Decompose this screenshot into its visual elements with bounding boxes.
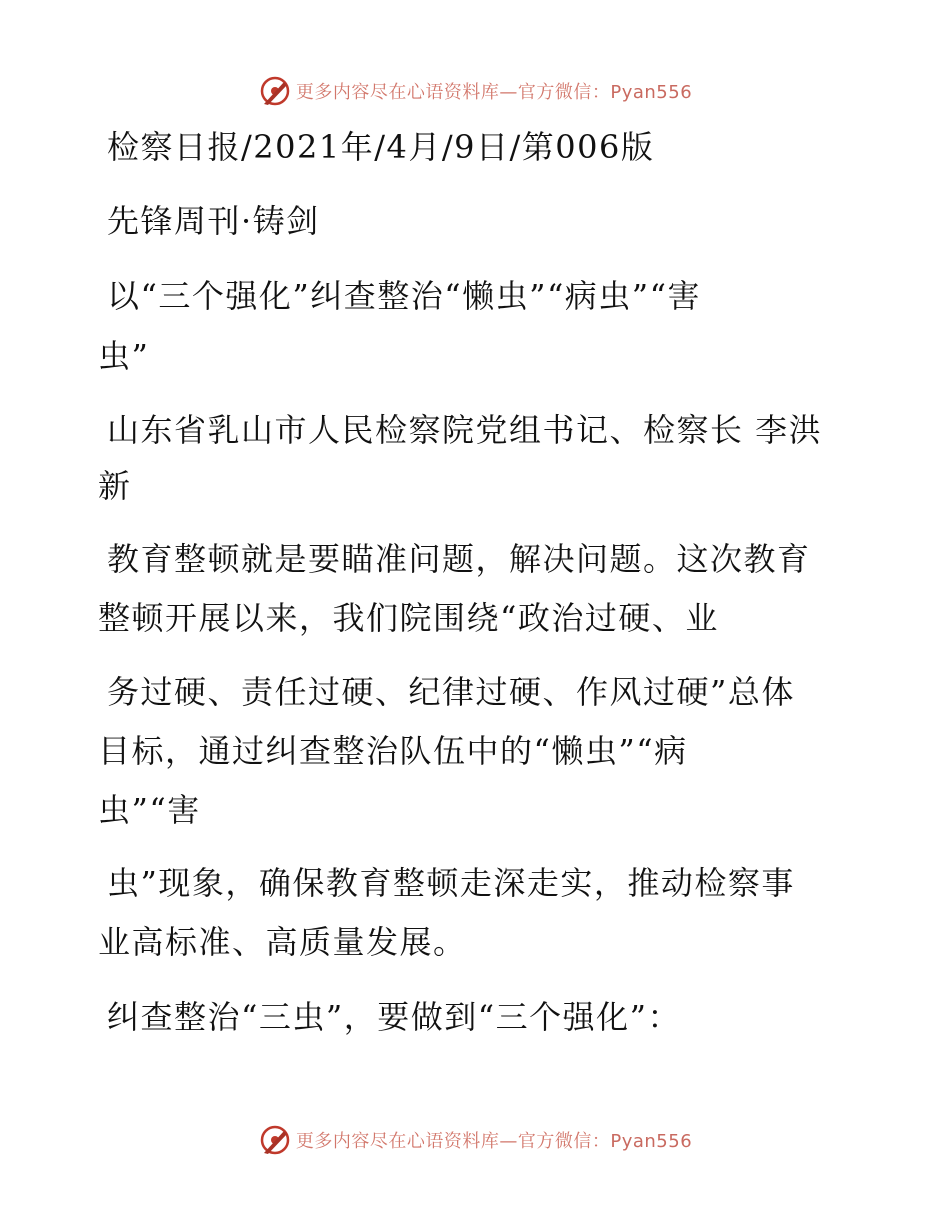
paragraph-line: 虫”现象，确保教育整顿走深走实，推动检察事: [107, 864, 795, 902]
paragraph-line: 业高标准、高质量发展。: [98, 923, 467, 961]
footer-watermark: [0, 1120, 950, 1160]
feather-pen-logo-icon: [258, 1123, 292, 1157]
watermark-text: 更多内容尽在心语资料库—官方微信：Pyan556: [295, 1131, 693, 1152]
feather-pen-logo-icon: [258, 74, 292, 108]
paragraph-line: 教育整顿就是要瞄准问题，解决问题。这次教育: [107, 540, 811, 578]
paragraph-line: 纠查整治“三虫”，要做到“三个强化”：: [107, 998, 681, 1036]
header-watermark: [0, 71, 950, 111]
paragraph-line: 虫”“害: [98, 791, 201, 829]
paragraph-line: 务过硬、责任过硬、纪律过硬、作风过硬”总体: [107, 673, 795, 711]
column-name: 先锋周刊·铸剑: [107, 202, 320, 240]
article-title-line-2: 虫”: [98, 337, 150, 375]
watermark-text: 更多内容尽在心语资料库—官方微信：Pyan556: [295, 82, 693, 103]
author-line-2: 新: [98, 467, 132, 505]
publication-info: 检察日报/2021年/4月/9日/第006版: [107, 128, 655, 166]
article-title-line-1: 以“三个强化”纠查整治“懒虫”“病虫”“害: [107, 277, 702, 315]
paragraph-line: 目标，通过纠查整治队伍中的“懒虫”“病: [98, 732, 688, 770]
author-line-1: 山东省乳山市人民检察院党组书记、检察长 李洪: [107, 411, 823, 449]
paragraph-line: 整顿开展以来，我们院围绕“政治过硬、业: [98, 599, 719, 637]
